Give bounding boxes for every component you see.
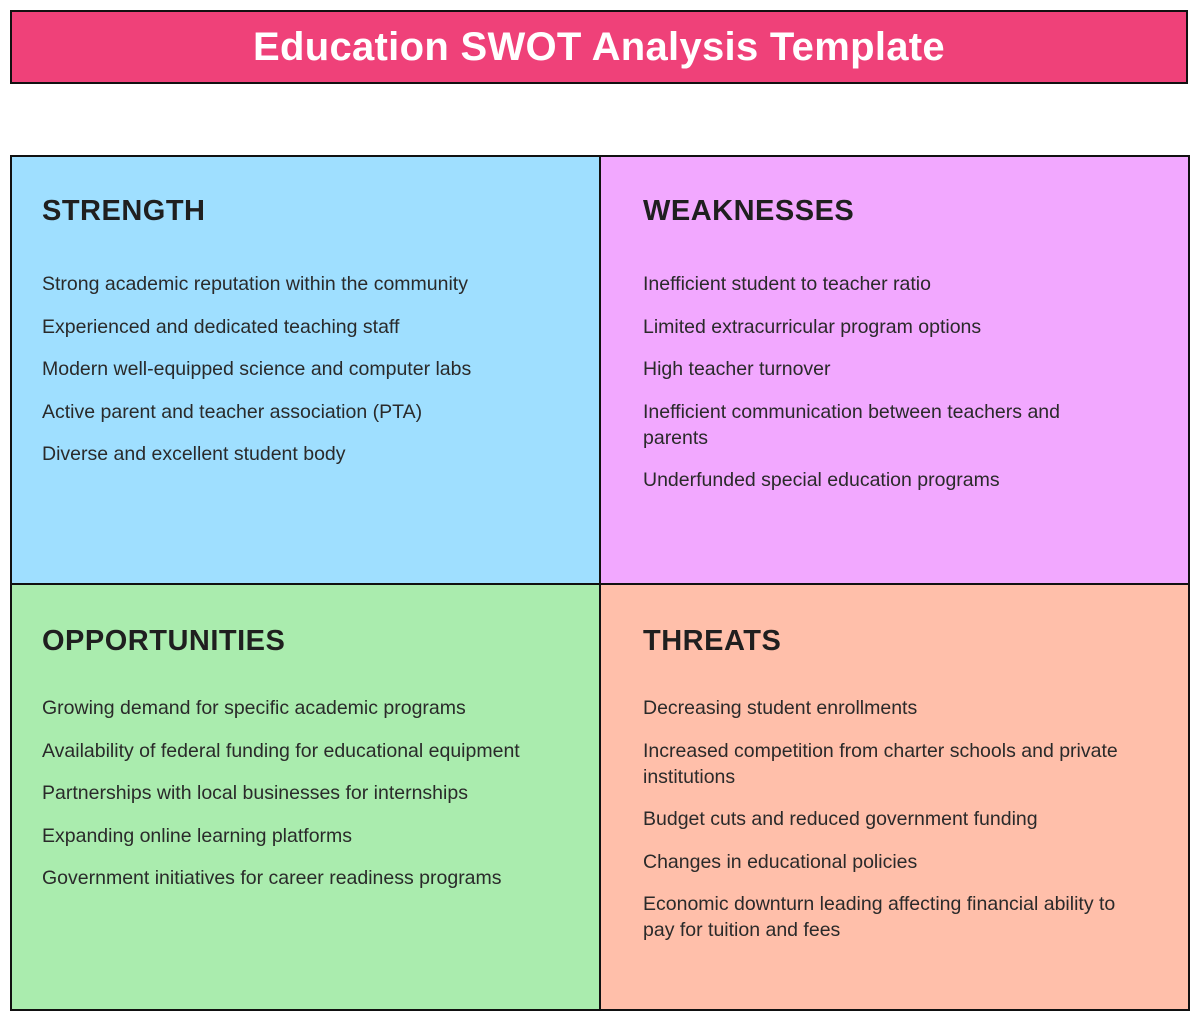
weaknesses-list	[643, 271, 1118, 510]
threats-heading: THREATS	[643, 625, 782, 657]
strength-heading: STRENGTH	[42, 195, 206, 227]
list-item: Growing demand for specific academic programs	[42, 697, 466, 719]
threats-list	[643, 695, 1118, 960]
strength-list	[42, 271, 579, 484]
list-item: Underfunded special education programs	[643, 469, 1000, 491]
weaknesses-quadrant	[601, 157, 1188, 585]
list-item: Diverse and excellent student body	[42, 443, 346, 465]
list-item: Decreasing student enrollments	[643, 697, 918, 719]
list-item: Availability of federal funding for educational equipment	[42, 739, 520, 762]
list-item: Active parent and teacher association (PTA)	[42, 400, 423, 423]
list-item: Strong academic reputation within the community	[42, 273, 468, 295]
opportunities-list	[42, 695, 579, 908]
weaknesses-heading: WEAKNESSES	[643, 195, 855, 227]
list-item: High teacher turnover	[643, 358, 831, 380]
list-item: Expanding online learning platforms	[42, 824, 353, 847]
list-item: Partnerships with local businesses for internships	[42, 782, 468, 804]
list-item: Inefficient student to teacher ratio	[643, 273, 931, 295]
list-item: Modern well-equipped science and computer labs	[42, 358, 472, 380]
opportunities-quadrant	[12, 585, 601, 1009]
title-banner	[10, 10, 1188, 84]
threats-quadrant	[601, 585, 1188, 1009]
opportunities-heading: OPPORTUNITIES	[42, 625, 286, 657]
list-item: Government initiatives for career readiness programs	[42, 867, 502, 889]
strength-quadrant	[12, 157, 601, 585]
swot-grid	[10, 155, 1190, 1011]
page-title: Education SWOT Analysis Template	[253, 24, 945, 69]
list-item: Experienced and dedicated teaching staff	[42, 315, 400, 338]
list-item: Economic downturn leading affecting financial ability to pay for tuition and fees	[643, 893, 1116, 941]
list-item: Inefficient communication between teachers and parents	[643, 400, 1060, 449]
list-item: Limited extracurricular program options	[643, 315, 982, 338]
list-item: Increased competition from charter schools and private institutions	[643, 739, 1118, 788]
list-item: Changes in educational policies	[643, 850, 918, 873]
list-item: Budget cuts and reduced government funding	[643, 808, 1038, 830]
